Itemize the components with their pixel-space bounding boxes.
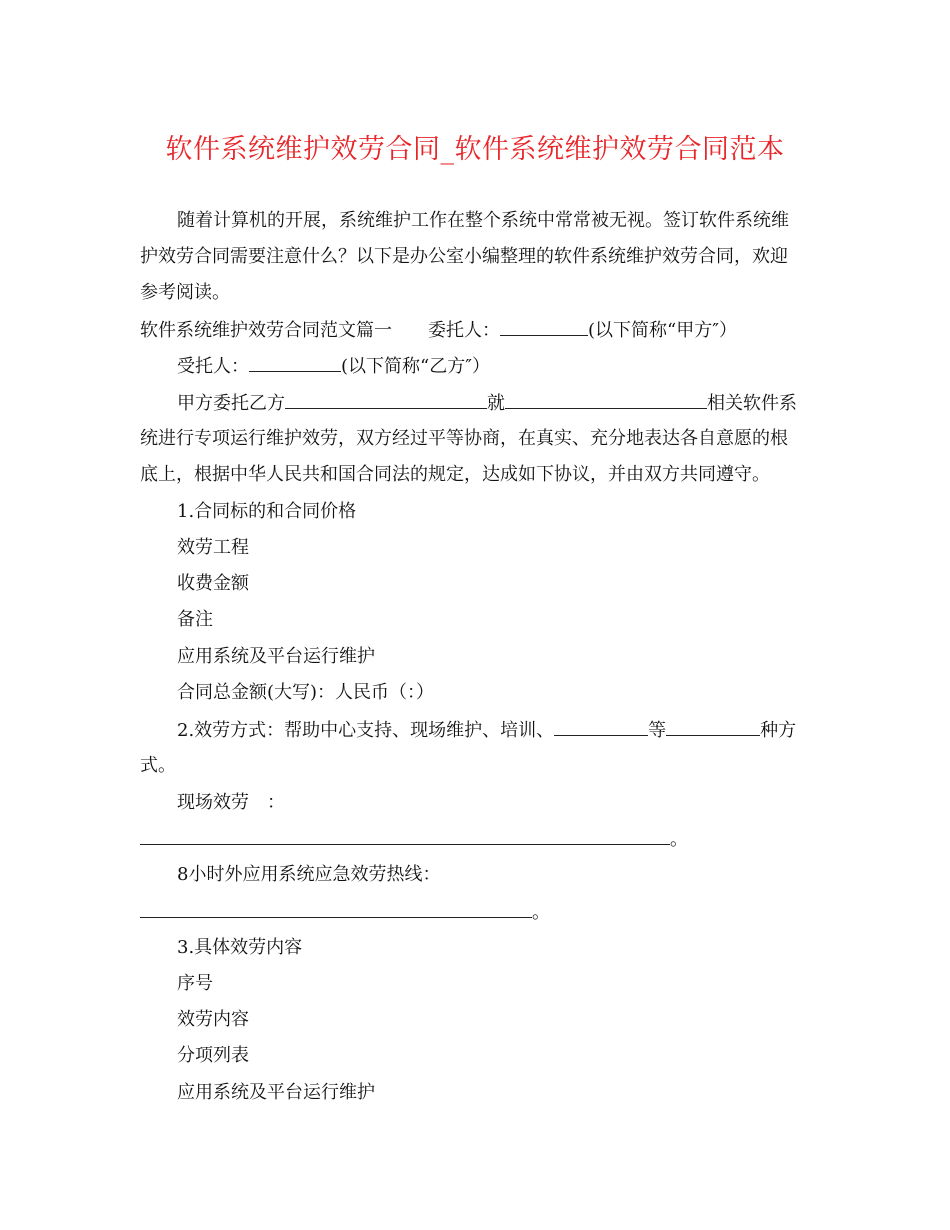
- trustee-line: [177, 353, 490, 380]
- item2-text-c: 种方: [760, 720, 797, 741]
- trustee-label: 受托人：: [177, 356, 249, 377]
- entrust-line-3: 底上，根据中华人民共和国合同法的规定，达成如下协议，并由双方共同遵守。: [140, 464, 770, 485]
- client-blank: [500, 317, 588, 336]
- section-heading-line: [140, 317, 737, 344]
- hotline-blank: [140, 899, 532, 918]
- table-cell-serial: 序号: [177, 973, 213, 994]
- table-cell-service: 效劳工程: [177, 537, 249, 558]
- hotline-period: 。: [532, 902, 550, 923]
- item2-line-2: 式。: [140, 755, 176, 776]
- entrust-line-2: 统进行专项运行维护效劳，双方经过平等协商，在真实、充分地表达各自意愿的根: [140, 428, 788, 449]
- onsite-period: 。: [670, 829, 688, 850]
- client-label: 委托人：: [428, 320, 500, 341]
- table-cell-content: 效劳内容: [177, 1009, 249, 1030]
- intro-line-2: 护效劳合同需要注意什么？以下是办公室小编整理的软件系统维护效劳合同，欢迎: [140, 246, 788, 267]
- item2-blank-1: [554, 717, 648, 736]
- item2-blank-2: [666, 717, 760, 736]
- hotline-line: 8小时外应用系统应急效劳热线：: [177, 864, 441, 885]
- entrust-line-1: [177, 390, 797, 417]
- document-title: 软件系统维护效劳合同_软件系统维护效劳合同范本: [165, 134, 785, 165]
- section-label: 软件系统维护效劳合同范文篇一: [140, 320, 392, 341]
- hotline-fill-line: [140, 899, 550, 926]
- client-note: (以下简称“甲方″）: [588, 320, 737, 341]
- item2-line-1: [177, 717, 796, 744]
- entrust-text-a: 甲方委托乙方: [177, 393, 285, 414]
- table-cell-app: 应用系统及平台运行维护: [177, 646, 375, 667]
- table-cell-app-2: 应用系统及平台运行维护: [177, 1082, 375, 1103]
- entrust-blank-1: [285, 390, 487, 409]
- entrust-blank-2: [505, 390, 707, 409]
- onsite-fill-line: [140, 826, 688, 853]
- item2-text-b: 等: [648, 720, 667, 741]
- intro-line-1: 随着计算机的开展，系统维护工作在整个系统中常常被无视。签订软件系统维: [177, 210, 789, 231]
- table-cell-note: 备注: [177, 609, 213, 630]
- item2-text-a: 2.效劳方式：帮助中心支持、现场维护、培训、: [177, 720, 555, 741]
- onsite-service-line: 现场效劳 ：: [177, 792, 285, 813]
- entrust-text-c: 相关软件系: [707, 393, 797, 414]
- intro-line-3: 参考阅读。: [140, 282, 230, 303]
- trustee-blank: [249, 353, 341, 372]
- table-cell-fee: 收费金额: [177, 573, 249, 594]
- trustee-note: (以下简称“乙方″）: [341, 356, 490, 377]
- item3-heading: 3.具体效劳内容: [177, 937, 303, 958]
- item1-heading: 1.合同标的和合同价格: [177, 501, 357, 522]
- onsite-blank: [140, 826, 670, 845]
- entrust-text-b: 就: [487, 393, 505, 414]
- table-cell-list: 分项列表: [177, 1045, 249, 1066]
- total-amount-line: 合同总金额(大写)：人民币（：）: [177, 682, 435, 703]
